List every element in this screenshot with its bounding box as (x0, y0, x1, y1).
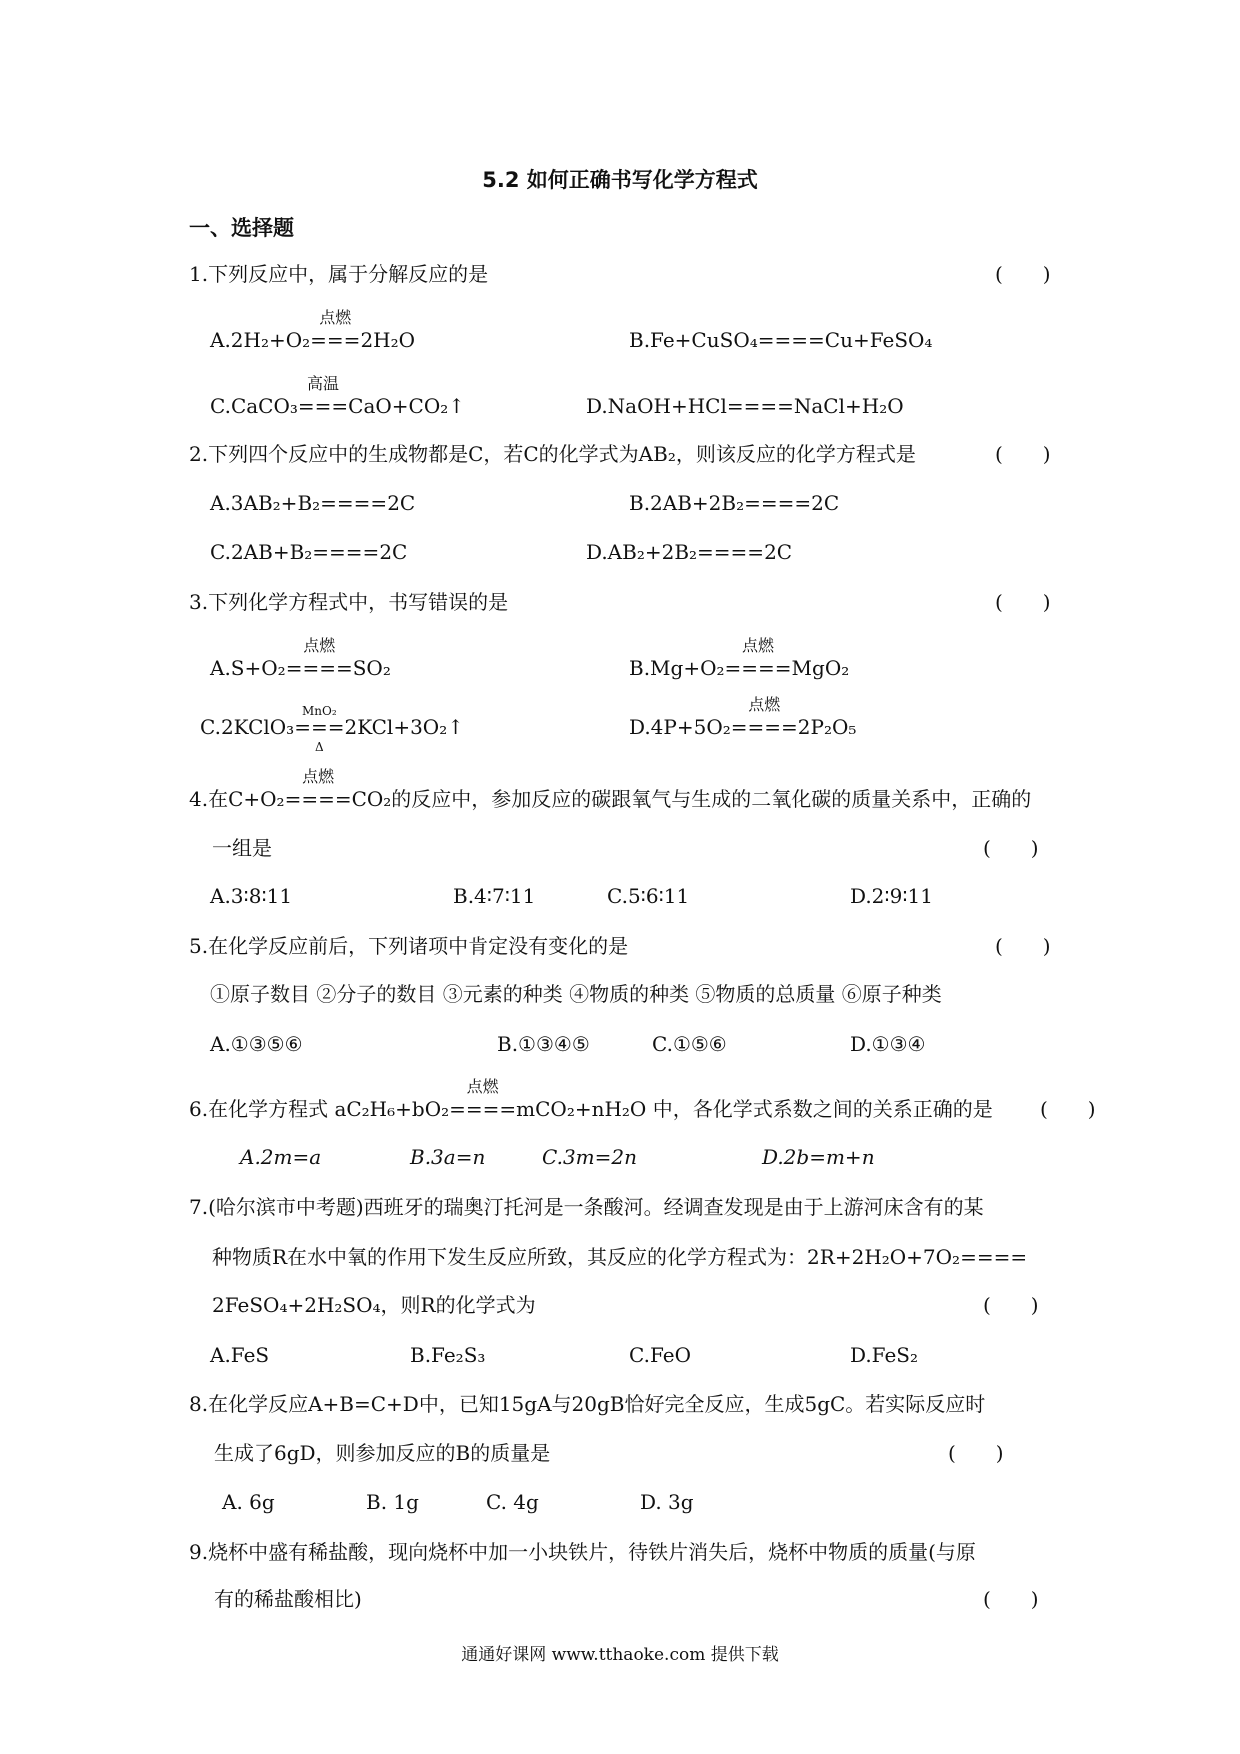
q1-option-a: A.2H₂+O₂ 点燃 ===2H₂O (210, 308, 416, 352)
question-4-stem: 4.在C+O₂ 点燃 ====CO₂的反应中，参加反应的碳跟氧气与生成的二氧化碳的质量关系中，正确的 (189, 767, 1032, 811)
q1-option-c: C.CaCO₃ 高温 ===CaO+CO₂↑ (210, 374, 466, 418)
question-9-line-1: 9.烧杯中盛有稀盐酸，现向烧杯中加一小块铁片，待铁片消失后，烧杯中物质的质量(与原 (189, 1540, 976, 1564)
question-7-line-1: 7.(哈尔滨市中考题)西班牙的瑞奥汀托河是一条酸河。经调查发现是由于上游河床含有的某 (189, 1195, 984, 1219)
q1-option-b: B.Fe+CuSO₄====Cu+FeSO₄ (629, 328, 933, 352)
q8-option-a: A. 6g (222, 1490, 275, 1514)
q2-option-c: C.2AB+B₂====2C (210, 540, 408, 564)
q6-option-c: C.3m=2n (542, 1145, 637, 1169)
answer-blank-5[interactable]: ( ) (995, 934, 1051, 958)
q1-option-d: D.NaOH+HCl====NaCl+H₂O (586, 394, 904, 418)
q3-option-d: D.4P+5O₂ 点燃 ====2P₂O₅ (629, 695, 857, 739)
q4-option-d: D.2∶9∶11 (850, 884, 933, 908)
answer-blank-3[interactable]: ( ) (995, 590, 1051, 614)
q2-option-d: D.AB₂+2B₂====2C (586, 540, 793, 564)
q4-option-a: A.3∶8∶11 (210, 884, 293, 908)
q8-option-c: C. 4g (486, 1490, 539, 1514)
answer-blank-1[interactable]: ( ) (995, 262, 1051, 286)
question-7-line-2: 种物质R在水中氧的作用下发生反应所致，其反应的化学方程式为：2R+2H₂O+7O₂==== (212, 1245, 1028, 1269)
q2-option-b: B.2AB+2B₂====2C (629, 491, 840, 515)
q7-option-c: C.FeO (629, 1343, 691, 1367)
q5-option-a: A.①③⑤⑥ (210, 1032, 303, 1056)
q7-option-b: B.Fe₂S₃ (410, 1343, 486, 1367)
answer-blank-9[interactable]: ( ) (983, 1587, 1039, 1611)
q6-option-b: B.3a=n (410, 1145, 486, 1169)
q4-option-c: C.5∶6∶11 (607, 884, 690, 908)
answer-blank-8[interactable]: ( ) (948, 1441, 1004, 1465)
q5-items: ①原子数目 ②分子的数目 ③元素的种类 ④物质的种类 ⑤物质的总质量 ⑥原子种类 (210, 982, 942, 1006)
q7-option-a: A.FeS (210, 1343, 270, 1367)
q6-option-d: D.2b=m+n (762, 1145, 875, 1169)
question-3-stem: 3.下列化学方程式中，书写错误的是 (189, 590, 509, 614)
question-5-stem: 5.在化学反应前后，下列诸项中肯定没有变化的是 (189, 934, 629, 958)
question-4-stem-cont: 一组是 (212, 836, 272, 860)
question-7-line-3: 2FeSO₄+2H₂SO₄，则R的化学式为 (212, 1293, 536, 1317)
q3-option-b: B.Mg+O₂ 点燃 ====MgO₂ (629, 636, 850, 680)
page-footer: 通通好课网 www.tthaoke.com 提供下载 (461, 1645, 779, 1665)
section-heading: 一、选择题 (189, 216, 294, 240)
q4-option-b: B.4∶7∶11 (453, 884, 536, 908)
q3-option-c: C.2KClO₃ MnO₂ === Δ 2KCl+3O₂↑ (200, 704, 464, 754)
page-title: 5.2 如何正确书写化学方程式 (482, 168, 758, 192)
answer-blank-4[interactable]: ( ) (983, 836, 1039, 860)
q8-option-b: B. 1g (366, 1490, 419, 1514)
question-8-line-2: 生成了6gD，则参加反应的B的质量是 (214, 1441, 551, 1465)
q5-option-b: B.①③④⑤ (497, 1032, 590, 1056)
question-6-stem: 6.在化学方程式 aC₂H₆+bO₂ 点燃 ====mCO₂+nH₂O 中，各化学式系数之间的关系正确的是 (189, 1077, 993, 1121)
question-2-stem: 2.下列四个反应中的生成物都是C，若C的化学式为AB₂，则该反应的化学方程式是 (189, 442, 916, 466)
q3-option-a: A.S+O₂ 点燃 ====SO₂ (210, 636, 391, 680)
q7-option-d: D.FeS₂ (850, 1343, 919, 1367)
question-1-stem: 1.下列反应中，属于分解反应的是 (189, 262, 489, 286)
q5-option-c: C.①⑤⑥ (652, 1032, 727, 1056)
q2-option-a: A.3AB₂+B₂====2C (210, 491, 416, 515)
q8-option-d: D. 3g (640, 1490, 694, 1514)
q6-option-a: A.2m=a (240, 1145, 322, 1169)
question-9-line-2: 有的稀盐酸相比) (214, 1587, 362, 1611)
answer-blank-2[interactable]: ( ) (995, 442, 1051, 466)
question-8-line-1: 8.在化学反应A+B=C+D中，已知15gA与20gB恰好完全反应，生成5gC。若实际反应时 (189, 1392, 986, 1416)
q5-option-d: D.①③④ (850, 1032, 926, 1056)
answer-blank-6[interactable]: ( ) (1040, 1097, 1096, 1121)
answer-blank-7[interactable]: ( ) (983, 1293, 1039, 1317)
